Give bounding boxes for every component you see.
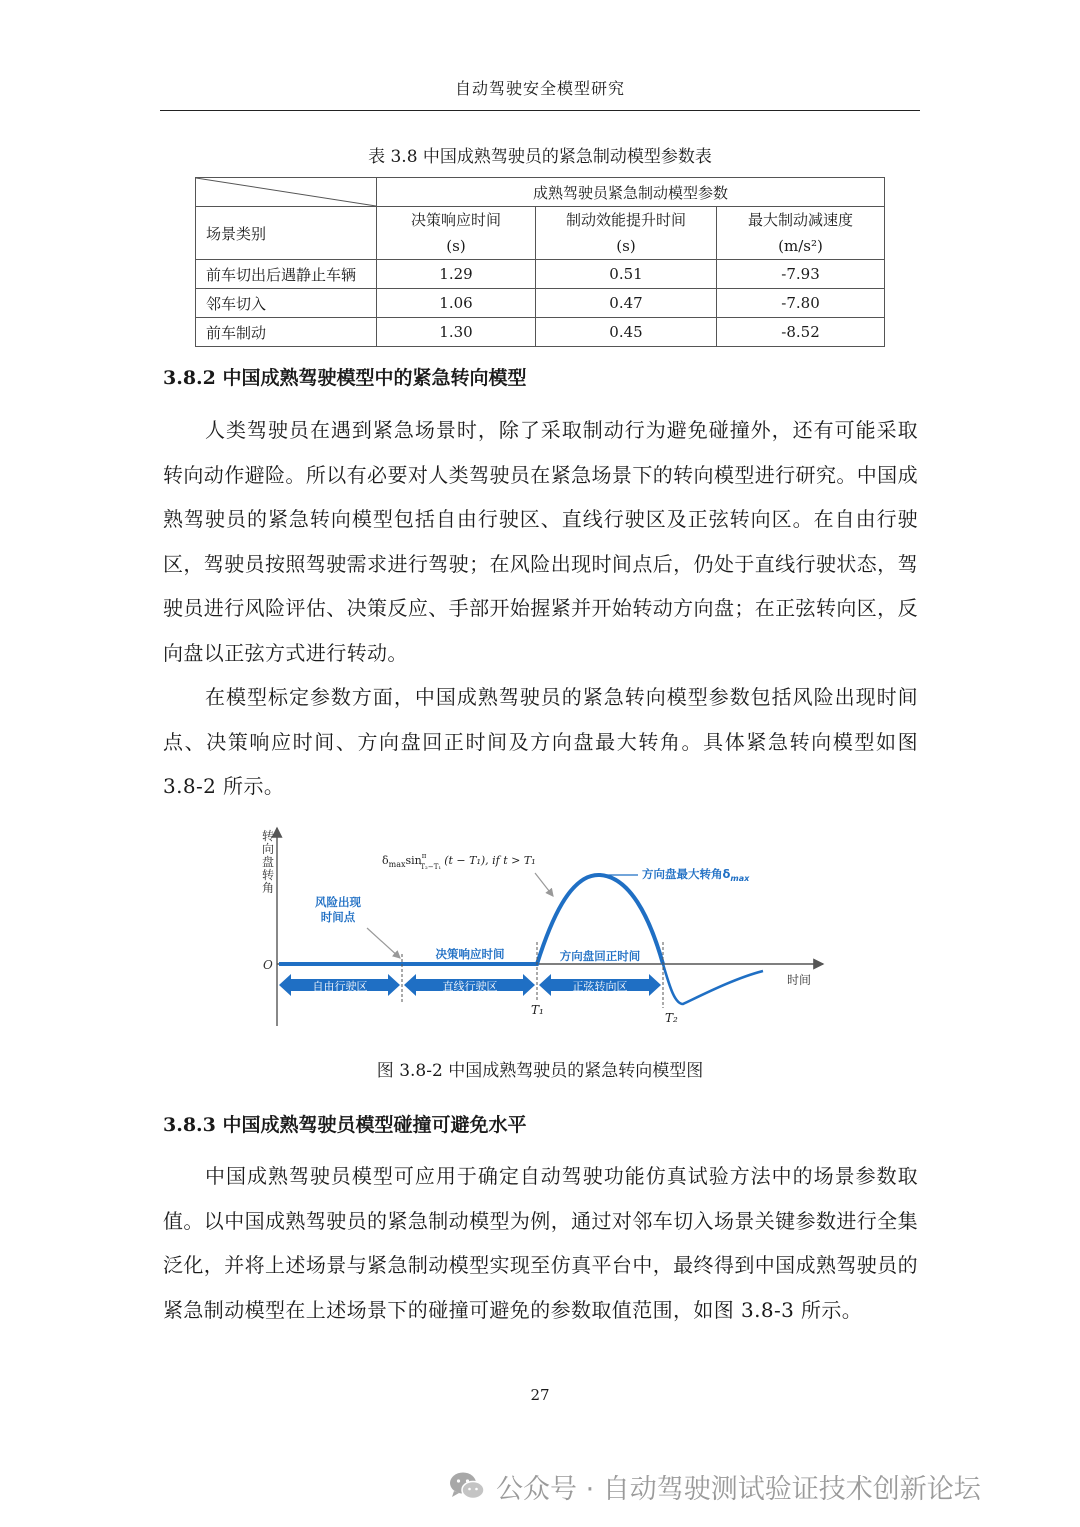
watermark — [448, 1466, 981, 1506]
risk-point-pointer — [367, 928, 400, 958]
running-title: 自动驾驶安全模型研究 — [454, 79, 625, 98]
value-cell: -7.93 — [717, 260, 885, 289]
col-header-brake-rise: 制动效能提升时间 (s) — [536, 207, 717, 260]
value-cell: 0.47 — [536, 289, 717, 318]
col-header-max-decel: 最大制动减速度 (m/s²) — [717, 207, 885, 260]
table-row — [196, 318, 885, 347]
formula: $\delta_{max}\sin^\pi$ T₂−T₁ (t − T₁), if t > T₁ — [382, 852, 536, 871]
steering-overshoot-curve — [663, 964, 763, 1004]
scene-cell: 前车制动 — [196, 318, 377, 347]
interval-decision-label: 决策响应时间 — [435, 947, 505, 961]
paragraph-steering-params: 在模型标定参数方面，中国成熟驾驶员的紧急转向模型参数包括风险出现时间点、决策响应时间、方向盘回正时间及方向盘最大转角。具体紧急转向模型如图 3.8-2 所示。 — [163, 685, 918, 798]
table-row — [196, 289, 885, 318]
steering-model-figure — [255, 818, 835, 1033]
value-cell: 1.06 — [377, 289, 536, 318]
watermark-text: 公众号 · 自动驾驶测试验证技术创新论坛 — [496, 1473, 981, 1505]
row-header-cell: 场景类别 — [196, 207, 377, 260]
zone-sine-label: 正弦转向区 — [572, 980, 628, 993]
value-cell: -8.52 — [717, 318, 885, 347]
table-header-row — [196, 178, 885, 207]
peak-label: 方向盘最大转角$\delta_{max}$ — [642, 867, 750, 883]
header-rule — [160, 110, 920, 111]
t1-label: T₁ — [531, 1003, 544, 1017]
risk-point-label-line1: 风险出现 — [315, 895, 361, 909]
value-cell: 0.51 — [536, 260, 717, 289]
col-header-decision: 决策响应时间 (s) — [377, 207, 536, 260]
figure-caption: 图 3.8-2 中国成熟驾驶员的紧急转向模型图 — [376, 1061, 704, 1081]
zone-free-label: 自由行驶区 — [312, 980, 368, 993]
value-cell: 0.45 — [536, 318, 717, 347]
diagonal-line — [196, 178, 376, 206]
risk-point-label-line2: 时间点 — [320, 910, 356, 924]
origin-label: O — [263, 958, 273, 972]
table-row — [196, 260, 885, 289]
value-cell: 1.29 — [377, 260, 536, 289]
interval-return-label: 方向盘回正时间 — [559, 949, 641, 963]
value-cell: 1.30 — [377, 318, 536, 347]
y-axis-label: 转向盘转角 — [262, 829, 275, 895]
parameter-table — [195, 177, 885, 347]
value-cell: -7.80 — [717, 289, 885, 318]
section-heading-3-8-2: 3.8.2 中国成熟驾驶模型中的紧急转向模型 — [163, 367, 527, 389]
paragraph-collision-avoidance: 中国成熟驾驶员模型可应用于确定自动驾驶功能仿真试验方法中的场景参数取值。以中国成熟驾驶员的紧急制动模型为例，通过对邻车切入场景关键参数进行全集泛化，并将上述场景与紧急制动模型实现至仿真平台中，最终得到中国成熟驾驶员的紧急制动模型在上述场景下的碰撞可避免的参数取值范围，如图 3.8-3 所示。 — [163, 1164, 918, 1322]
t2-label: T₂ — [665, 1011, 678, 1025]
formula-pointer — [535, 873, 553, 896]
scene-cell: 邻车切入 — [196, 289, 377, 318]
wechat-icon — [448, 1470, 486, 1502]
x-axis-label: 时间 — [787, 973, 812, 987]
scene-cell: 前车切出后遇静止车辆 — [196, 260, 377, 289]
section-heading-3-8-3: 3.8.3 中国成熟驾驶员模型碰撞可避免水平 — [163, 1114, 527, 1136]
group-header-cell: 成熟驾驶员紧急制动模型参数 — [377, 178, 885, 207]
page-number: 27 — [530, 1386, 550, 1404]
table-caption: 表 3.8 中国成熟驾驶员的紧急制动模型参数表 — [368, 147, 712, 167]
paragraph-steering-intro: 人类驾驶员在遇到紧急场景时，除了采取制动行为避免碰撞外，还有可能采取转向动作避险。所以有必要对人类驾驶员在紧急场景下的转向模型进行研究。中国成熟驾驶员的紧急转向模型包括自由行驶区、直线行驶区及正弦转向区。在自由行驶区，驾驶员按照驾驶需求进行驾驶；在风险出现时间点后，仍处于直线行驶状态，驾驶员进行风险评估、决策反应、手部开始握紧并开始转动方向盘；在正弦转向区，反向盘以正弦方式进行转动。 — [163, 418, 918, 665]
table-subheader-row — [196, 207, 885, 260]
zone-straight-label: 直线行驶区 — [442, 980, 498, 993]
diagonal-corner-cell — [196, 178, 377, 207]
